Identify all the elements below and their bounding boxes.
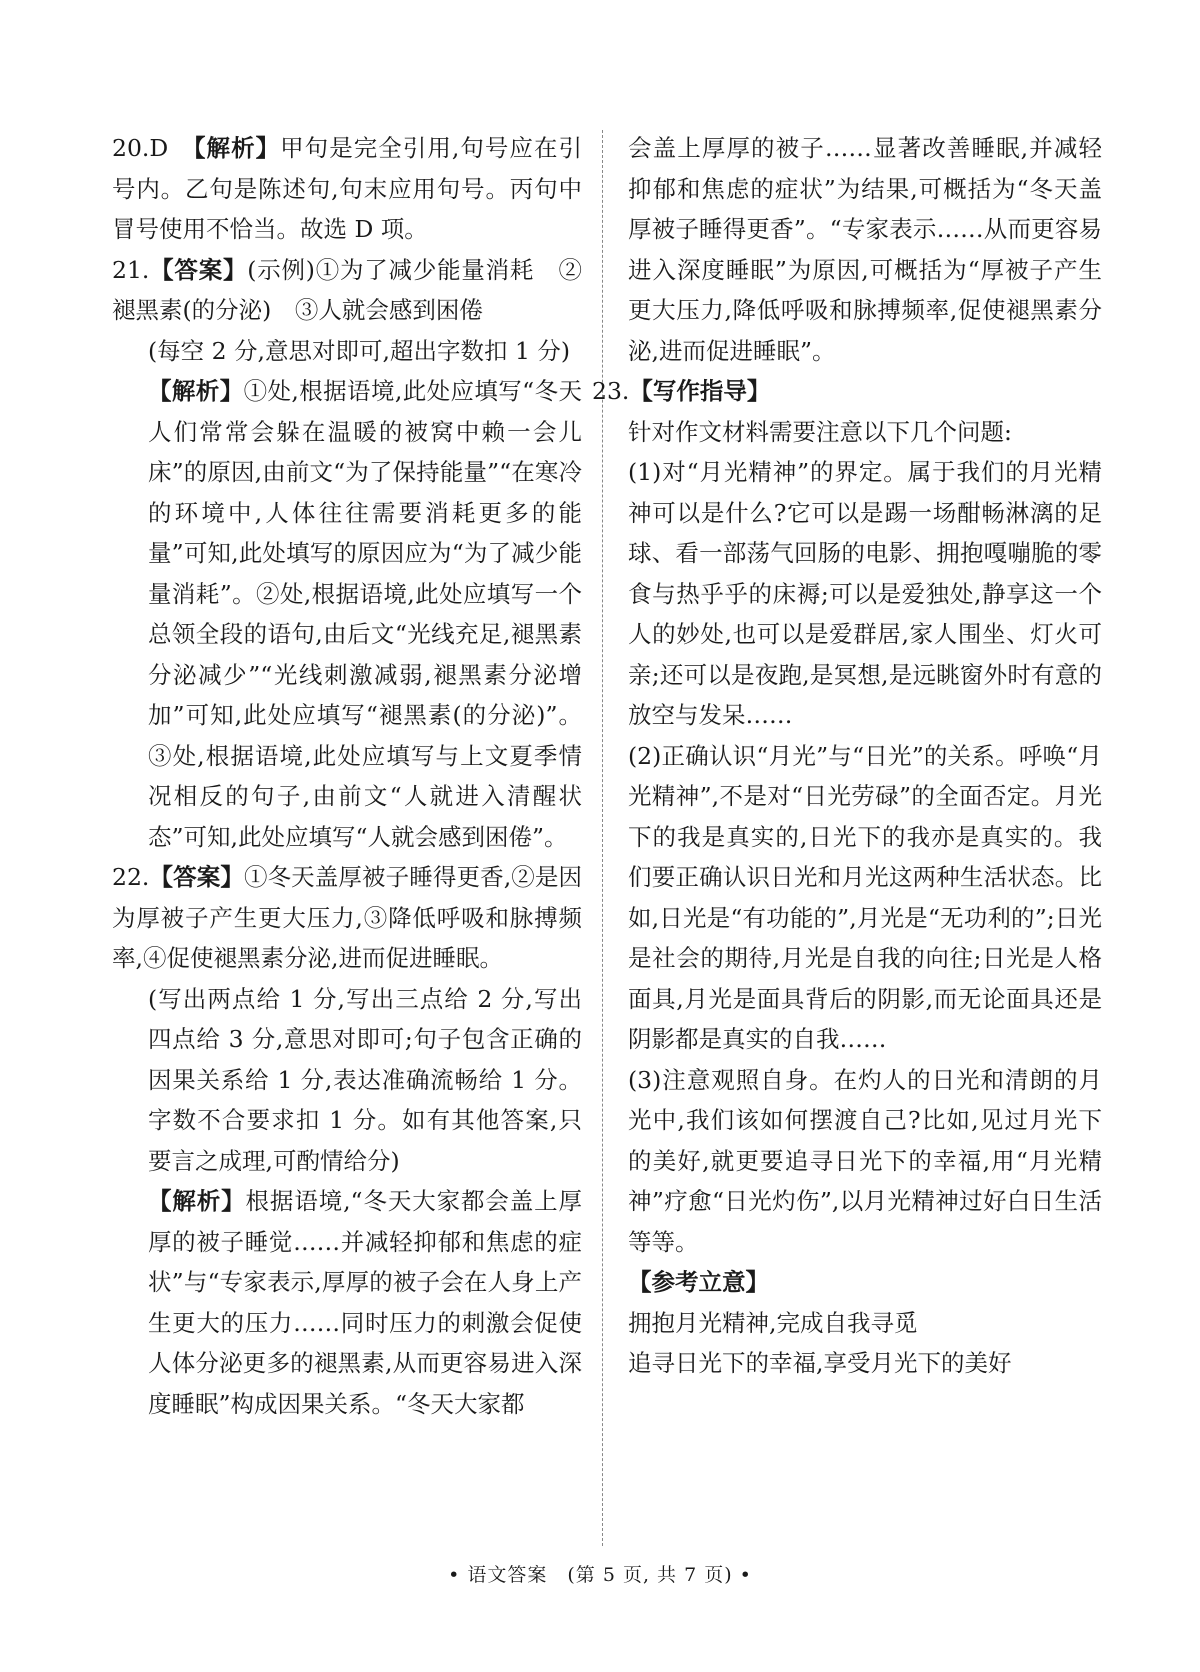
analysis-block: [112, 1181, 582, 1424]
answer-text: ①冬天盖厚被子睡得更香,②是因为厚被子产生更大压力,③降低呼吸和脉搏频率,④促使褪黑素分泌,进而促进睡眠。: [112, 863, 583, 972]
guide-point-1: (1)对“月光精神”的界定。属于我们的月光精神可以是什么?它可以是踢一场酣畅淋漓的足球、看一部荡气回肠的电影、拥抱嘎嘣脆的零食与热乎乎的床褥;可以是爱独处,静享这一个人的妙处,也可以是爱群居,家人围坐、灯火可亲;还可以是夜跑,是冥想,是远眺窗外时有意的放空与发呆……: [628, 458, 1102, 729]
analysis-tag: 【解析】: [193, 134, 281, 162]
analysis-text: ①处,根据语境,此处应填写“冬天人们常常会躲在温暖的被窝中赖一会儿床”的原因,由前文“为了保持能量”“在寒冷的环境中,人体往往需要消耗更多的能量”可知,此处填写的原因应为“为了减少能量消耗”。②处,根据语境,此处应填写一个总领全段的语句,由后文“光线充足,褪黑素分泌减少”“光线刺激减弱,褪黑素分泌增加”可知,此处应填写“褪黑素(的分泌)”。③处,根据语境,此处应填写与上文夏季情况相反的句子,由前文“人就进入清醒状态”可知,此处应填写“人就会感到困倦”。: [148, 377, 582, 851]
analysis-text: 甲句是完全引用,句号应在引号内。乙句是陈述句,句末应用句号。丙句中冒号使用不恰当。故选 D 项。: [112, 134, 582, 243]
question-22: [112, 857, 582, 979]
answer-tag: 【答案】: [149, 255, 248, 284]
question-number: 23.: [592, 377, 630, 405]
guide-point-3: (3)注意观照自身。在灼人的日光和清朗的月光中,我们该如何摆渡自己?比如,见过月光下的美好,就更要追寻日光下的幸福,用“月光精神”疗愈“日光灼伤”,以月光精神过好白日生活等等。: [628, 1065, 1102, 1256]
analysis-tag: 【解析】: [148, 1187, 246, 1215]
left-column: [112, 128, 582, 1424]
question-23: [592, 371, 1102, 412]
column-divider: [602, 130, 603, 1546]
question-number: 21.: [112, 255, 150, 284]
scoring-note: (每空 2 分,意思对即可,超出字数扣 1 分): [148, 336, 571, 365]
analysis-block: [112, 371, 582, 857]
analysis-tag: 【解析】: [148, 377, 244, 405]
reference-tag: 【参考立意】: [628, 1268, 769, 1296]
guide-point-2: (2)正确认识“月光”与“日光”的关系。呼唤“月光精神”,不是对“日光劳碌”的全面否定。月光下的我是真实的,日光下的我亦是真实的。我们要正确认识日光和月光这两种生活状态。比如,日光是“有功能的”,月光是“无功利的”;日光是社会的期待,月光是自我的向往;日光是人格面具,月光是面具背后的阴影,而无论面具还是阴影都是真实的自我……: [628, 741, 1102, 1053]
scoring-note: (写出两点给 1 分,写出三点给 2 分,写出四点给 3 分,意思对即可;句子包含正确的因果关系给 1 分,表达准确流畅给 1 分。字数不合要求扣 1 分。如有其他答案,只要言之成理,可酌情给分): [148, 984, 582, 1175]
answer-letter: D: [149, 134, 169, 162]
reference-theme-1: 拥抱月光精神,完成自我寻觅: [628, 1308, 918, 1337]
reference-theme-2: 追寻日光下的幸福,享受月光下的美好: [628, 1349, 1012, 1377]
question-20: [112, 128, 582, 250]
question-number: 20.: [112, 134, 150, 162]
answer-text: (示例)①为了减少能量消耗 ②褪黑素(的分泌) ③人就会感到困倦: [112, 255, 582, 324]
answer-tag: 【答案】: [149, 863, 244, 891]
reference-tag-line: [628, 1262, 1102, 1303]
question-number: 22.: [112, 863, 150, 891]
writing-guide-tag: 【写作指导】: [629, 377, 771, 405]
right-column: [592, 128, 1102, 1384]
page-footer: • 语文答案 (第 5 页, 共 7 页) •: [448, 1564, 752, 1586]
analysis-text: 根据语境,“冬天大家都会盖上厚厚的被子睡觉……并减轻抑郁和焦虑的症状”与“专家表示,厚厚的被子会在人身上产生更大的压力……同时压力的刺激会促使人体分泌更多的褪黑素,从而更容易进入深度睡眠”构成因果关系。“冬天大家都: [148, 1187, 583, 1418]
question-21: [112, 250, 582, 331]
analysis-continued: 会盖上厚厚的被子……显著改善睡眠,并减轻抑郁和焦虑的症状”为结果,可概括为“冬天盖厚被子睡得更香”。“专家表示……从而更容易进入深度睡眠”为原因,可概括为“厚被子产生更大压力,降低呼吸和脉搏频率,促使褪黑素分泌,进而促进睡眠”。: [628, 134, 1102, 365]
guide-intro: 针对作文材料需要注意以下几个问题:: [628, 417, 1012, 446]
